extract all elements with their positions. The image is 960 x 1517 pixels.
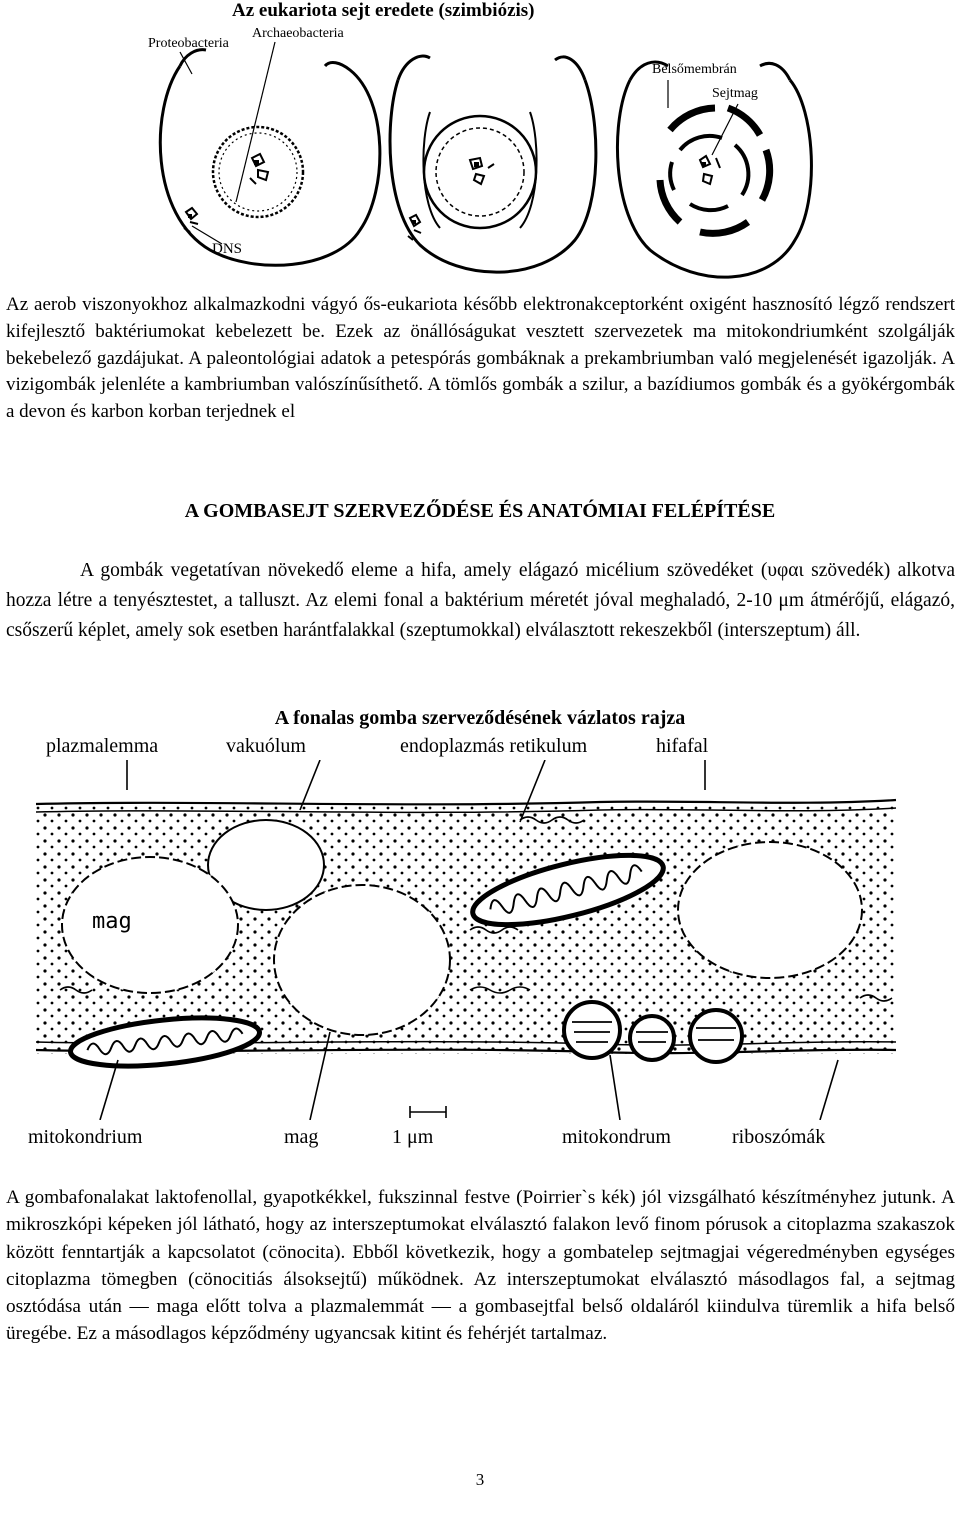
label-belsomembran: Belsőmembrán (652, 62, 737, 77)
label-sejtmag: Sejtmag (712, 86, 758, 101)
figure1-title: Az eukariota sejt eredete (szimbiózis) (232, 0, 535, 21)
paragraph-festes: A gombafonalakat laktofenollal, gyapotkékkel, fukszinnal festve (Poirrier`s kék) jól vizsgálható készítményhez jutunk. A mikroszkópi képeken jól látható, hogy az interszeptumokat elválasztó falakon levő finom pórusok a citoplazma szakaszok között fenntartják a kapcsolatot (cönocita). Ebből következik, hogy a gombatelep sejtmagjai végeredményben egységes citoplazma tömegben (cönocitiás álsoksejtű) működnek. Az interszeptumokat elválasztó másodlagos fal, a sejtmag osztódása után — maga előtt tolva a plazmalemmát — a gombasejtfal belső oldaláról kiindulva türemlik a hifa belső üregébe. Ez a másodlagos képződmény ugyancsak kitint és fehérjét tartalmaz. (6, 1187, 955, 1345)
label-endoplazmas-retikulum: endoplazmás retikulum (400, 735, 588, 757)
symbiosis-diagram (0, 0, 960, 290)
paragraph-hifa-text: A gombák vegetatívan növekedő eleme a hifa, amely elágazó micélium szövedéket (υφαι szövedék) alkotva hozza létre a tenyésztestet, a talluszt. Az elemi fonal a baktérium méretét jóval meghaladó, 2-10 μm átmérőjű, elágazó, csőszerű képlet, amely sok esetben harántfalakkal (szeptumokkal) elválasztott rekeszekből (interszeptum) áll. (6, 560, 955, 642)
page-number: 3 (475, 1470, 485, 1489)
label-proteobacteria: Proteobacteria (148, 36, 229, 51)
label-plazmalemma: plazmalemma (46, 735, 159, 757)
label-mag: mag (284, 1126, 319, 1148)
hypha-diagram (0, 760, 960, 1120)
paragraph-symbiosis: Az aerob viszonyokhoz alkalmazkodni vágyó ős-eukariota később elektronakceptorként oxigént hasznosító légző rendszert kifejlesztő baktériumokat kebelezett be. Ezek az önállóságukat vesztett szervezetek ma mitokondriumként szolgálják bekebelező gazdájukat. A paleontológiai adatok a petespórás gombáknak a prekambriumban való megjelenését igazolják. A vizigombák jelenléte a kambriumban valószínűsíthető. A tömlős gombák a szilur, a bazídiumos gombák és a gyökérgombák a devon és karbon korban terjednek el (6, 294, 955, 423)
label-dns: DNS (212, 241, 243, 257)
label-mitokondrium: mitokondrium (28, 1126, 143, 1148)
label-scale-um: 1 μm (392, 1126, 434, 1148)
label-archaeobacteria: Archaeobacteria (252, 26, 344, 41)
label-vakuolum: vakuólum (226, 735, 306, 757)
section-title: A GOMBASEJT SZERVEZŐDÉSE ÉS ANATÓMIAI FELÉPÍTÉSE (184, 500, 776, 522)
label-riboszomak: riboszómák (732, 1126, 826, 1148)
paragraph-hifa (6, 556, 955, 647)
figure2-title: A fonalas gomba szerveződésének vázlatos rajza (274, 707, 686, 729)
label-mitokondrum: mitokondrum (562, 1126, 671, 1148)
label-hifafal: hifafal (656, 735, 709, 757)
label-mag-inner: mag (92, 909, 132, 934)
